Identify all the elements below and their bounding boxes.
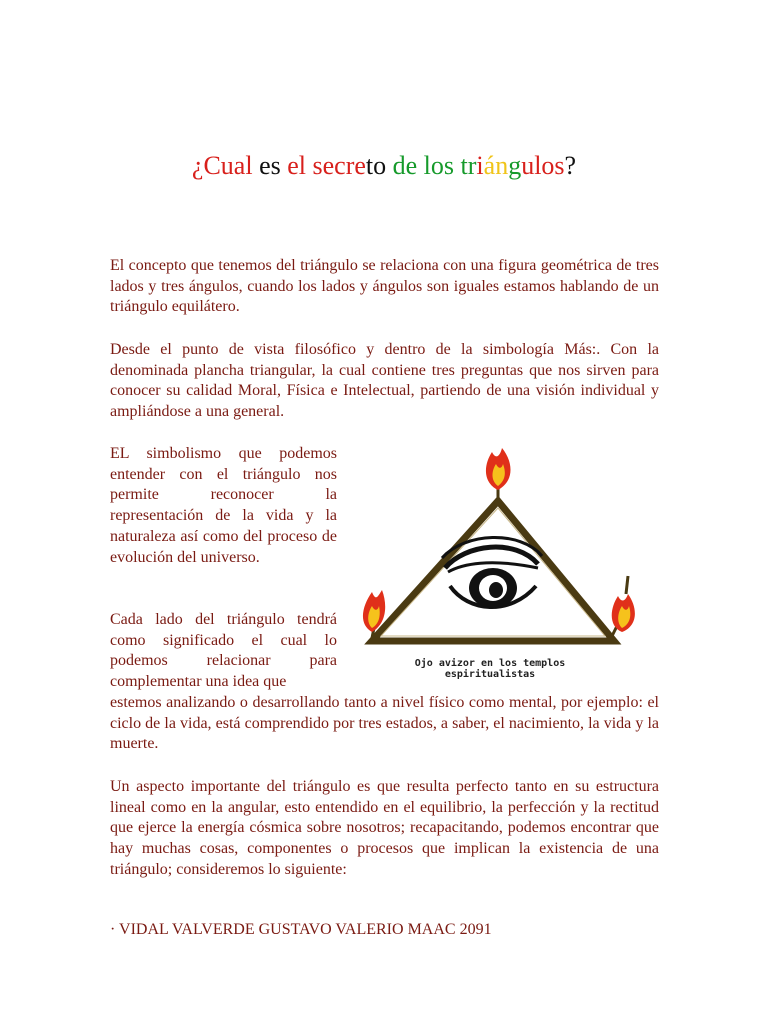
- title-segment: el secre: [287, 151, 366, 180]
- paragraph-perfection: Un aspecto importante del triángulo es que resulta perfecto tanto en su estructura lineal como en la angular, esto entendido en el equilibrio, la perfección y la rectitud que ejerce la energía cósmica sobre nosotros; recapacitando, podemos encontrar que hay muchas cosas, componentes o procesos que implican la existencia de una triángulo; consideremos lo siguiente:: [110, 778, 659, 878]
- title-segment: es: [252, 151, 288, 180]
- flame-top-icon: [486, 448, 511, 498]
- title-segment: de los: [392, 151, 461, 180]
- title-segment: ulos: [521, 151, 565, 180]
- figure-caption-line: espiritualistas: [444, 669, 536, 680]
- eye-in-triangle-with-flames-icon: [350, 446, 650, 656]
- paragraph-sides-continued: estemos analizando o desarrollando tanto a nivel físico como mental, por ejemplo: el ciclo de la vida, está comprendido por tres estados, a saber, el nacimiento, la vida y la muerte.: [110, 694, 659, 753]
- title-segment: án: [483, 151, 509, 180]
- title-segment: g: [508, 151, 522, 180]
- figure-caption-line: Ojo avizor en los templos: [414, 658, 566, 669]
- paragraph-sides-start: Cada lado del triángulo tendrá como significado el cual lo podemos relacionar para complementar una idea que: [110, 611, 337, 691]
- figure-caption: [380, 658, 600, 680]
- title-segment: ¿Cual: [191, 151, 253, 180]
- triangle-eye-figure: [350, 446, 650, 696]
- paragraph-philosophy: Desde el punto de vista filosófico y dentro de la simbología Más:. Con la denominada plancha triangular, la cual contiene tres preguntas que nos sirven para conocer su calidad Moral, Física e Intelectual, partiendo de una visión individual y ampliándose a una general.: [110, 341, 659, 421]
- paragraph-symbolism: EL simbolismo que podemos entender con el triángulo nos permite reconocer la representación de la vida y la naturaleza así como del proceso de evolución del universo.: [110, 445, 337, 566]
- paragraph-definition: El concepto que tenemos del triángulo se relaciona con una figura geométrica de tres lados y tres ángulos, cuando los lados y ángulos son iguales estamos hablando de un triángulo equilátero.: [110, 257, 659, 316]
- title-segment: to: [365, 151, 393, 180]
- page-title: [0, 148, 768, 184]
- title-segment: i: [476, 151, 484, 180]
- title-segment: tr: [460, 151, 477, 180]
- title-segment: ?: [564, 151, 577, 180]
- author-line: · VIDAL VALVERDE GUSTAVO VALERIO MAAC 2091: [110, 921, 492, 938]
- eye-icon: [442, 537, 542, 608]
- flame-right-icon: [612, 576, 635, 636]
